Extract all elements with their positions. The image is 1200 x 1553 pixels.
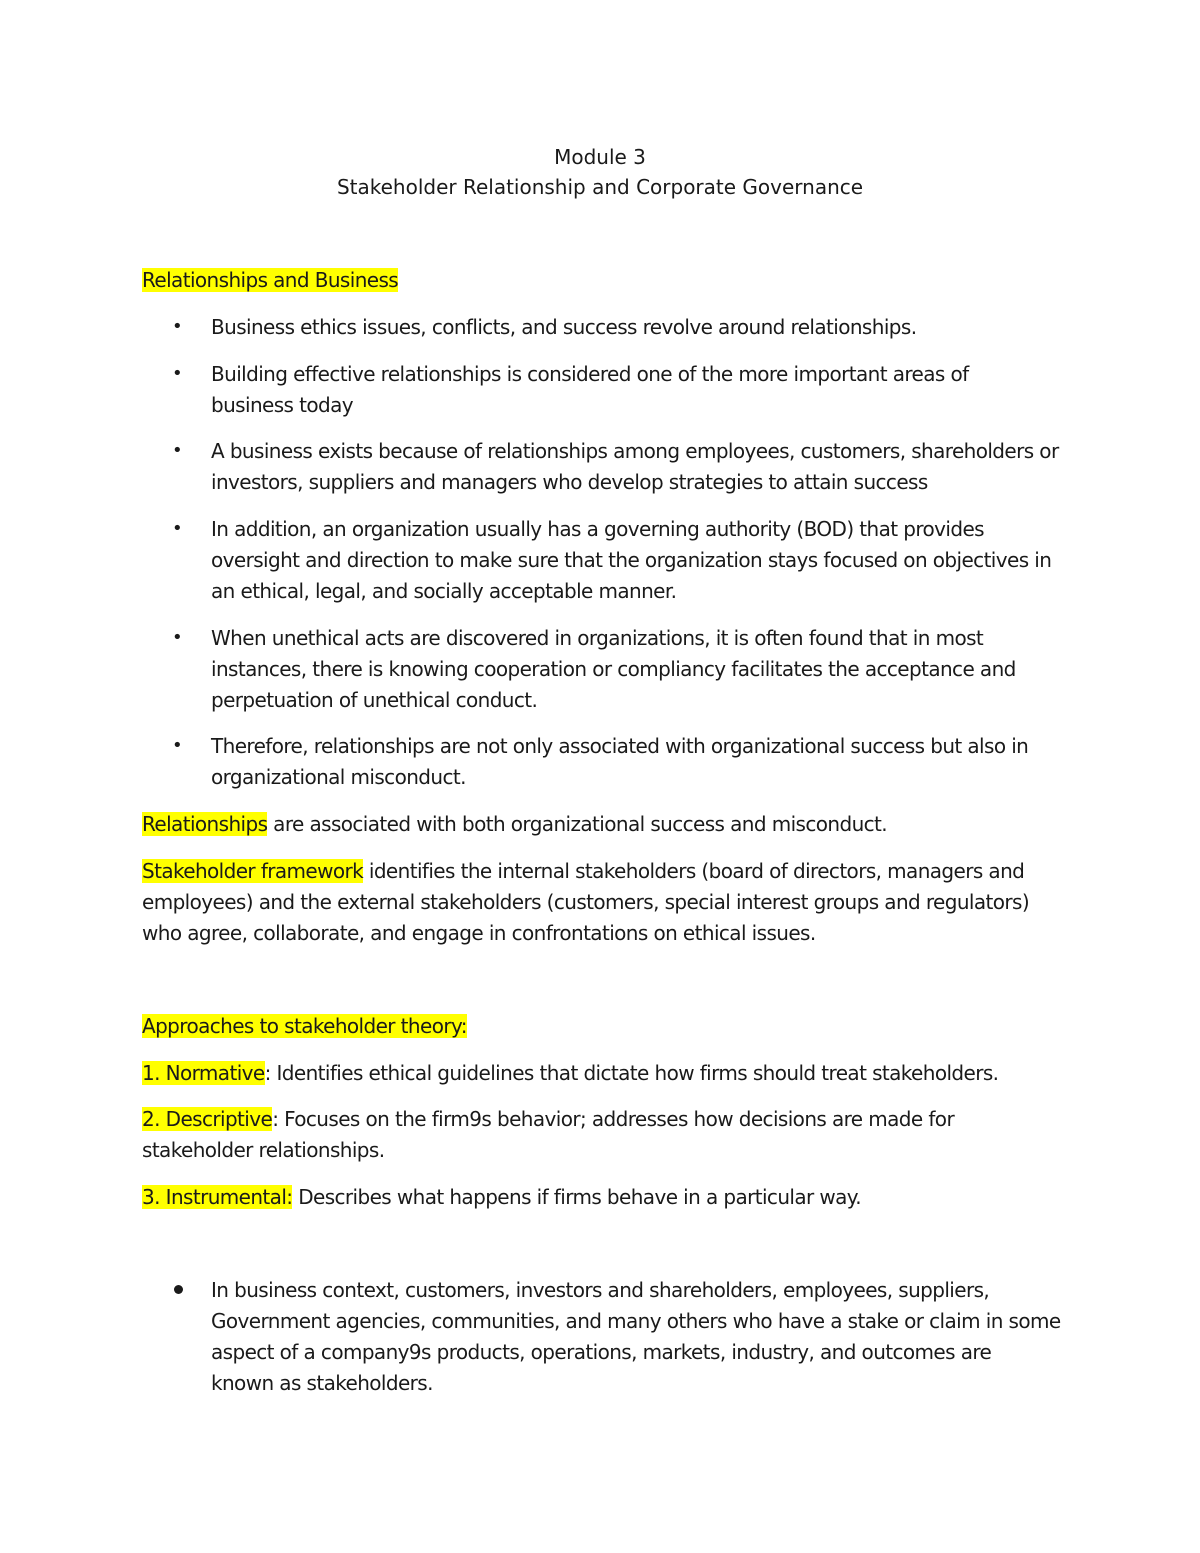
bullet-6-line-2: organizational misconduct. (211, 765, 466, 789)
bullet-2-line-2: business today (211, 393, 353, 417)
bullet-marker: • (172, 627, 183, 648)
bullet-2-line-1: Building effective relationships is considered one of the more important areas of (211, 362, 969, 386)
highlighted-heading: Approaches to stakeholder theory: (142, 1014, 467, 1038)
bullet-4-line-1: In addition, an organization usually has a governing authority (BOD) that provides (211, 517, 984, 541)
bullet-6-line-1: Therefore, relationships are not only associated with organizational success but also in (211, 734, 1029, 758)
relationships-paragraph (142, 812, 887, 836)
bullet-4-line-3: an ethical, legal, and socially acceptable manner. (211, 579, 677, 603)
bullet-marker: • (172, 735, 183, 756)
bullet-3-line-1: A business exists because of relationships among employees, customers, shareholders or (211, 439, 1059, 463)
bullet-5-line-3: perpetuation of unethical conduct. (211, 688, 538, 712)
bullet-3-line-2: investors, suppliers and managers who develop strategies to attain success (211, 470, 928, 494)
bullet-1-line-1: Business ethics issues, conflicts, and success revolve around relationships. (211, 315, 917, 339)
highlighted-term: 2. Descriptive (142, 1107, 273, 1131)
final-bullet-line-1: In business context, customers, investors and shareholders, employees, suppliers, (211, 1278, 990, 1302)
final-bullet-line-4: known as stakeholders. (211, 1371, 433, 1395)
bullet-marker: • (172, 363, 183, 384)
approach-normative (142, 1061, 998, 1085)
framework-paragraph-line-1 (142, 859, 1024, 883)
bullet-marker: • (172, 316, 183, 337)
bullet-5-line-2: instances, there is knowing cooperation or compliancy facilitates the acceptance and (211, 657, 1016, 681)
highlighted-term: 3. Instrumental: (142, 1185, 293, 1209)
approaches-heading (142, 1014, 467, 1038)
framework-paragraph-line-3: who agree, collaborate, and engage in confrontations on ethical issues. (142, 921, 816, 945)
document-subtitle: Stakeholder Relationship and Corporate Governance (336, 175, 864, 199)
module-title: Module 3 (554, 145, 646, 169)
framework-paragraph-line-2: employees) and the external stakeholders (customers, special interest groups and regulators) (142, 890, 1030, 914)
bullet-marker: • (172, 440, 183, 461)
final-bullet-line-3: aspect of a company9s products, operations, markets, industry, and outcomes are (211, 1340, 992, 1364)
bullet-5-line-1: When unethical acts are discovered in organizations, it is often found that in most (211, 626, 984, 650)
approach-instrumental (142, 1185, 861, 1209)
bullet-marker: • (172, 518, 183, 539)
highlighted-term: Relationships (142, 812, 268, 836)
paragraph-text: are associated with both organizational success and misconduct. (267, 812, 888, 836)
approach-text: : Focuses on the firm9s behavior; addresses how decisions are made for (272, 1107, 955, 1131)
highlighted-heading: Relationships and Business (142, 268, 399, 292)
bullet-4-line-2: oversight and direction to make sure that the organization stays focused on objectives in (211, 548, 1052, 572)
approach-descriptive (142, 1107, 954, 1131)
section-heading-relationships (142, 268, 398, 292)
bullet-dot (174, 1285, 183, 1294)
highlighted-term: Stakeholder framework (142, 859, 364, 883)
paragraph-text: identifies the internal stakeholders (board of directors, managers and (363, 859, 1025, 883)
approach-text: : Identifies ethical guidelines that dictate how firms should treat stakeholders. (264, 1061, 999, 1085)
approach-descriptive-line-2: stakeholder relationships. (142, 1138, 385, 1162)
approach-text: Describes what happens if firms behave in a particular way. (292, 1185, 861, 1209)
final-bullet-line-2: Government agencies, communities, and many others who have a stake or claim in some (211, 1309, 1061, 1333)
highlighted-term: 1. Normative (142, 1061, 265, 1085)
